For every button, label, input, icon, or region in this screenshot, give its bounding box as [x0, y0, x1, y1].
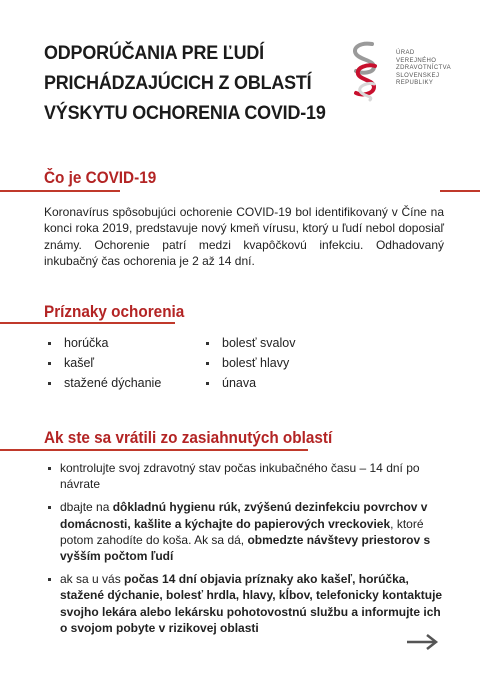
- list-item: [44, 499, 444, 564]
- list-item: horúčka: [44, 333, 161, 353]
- title-line-2: PRICHÁDZAJÚCICH Z OBLASTÍ: [44, 72, 312, 94]
- list-item: únava: [202, 373, 295, 393]
- emphasis: obmedzte návštevy priestorov s vyšším počtom ľudí: [60, 532, 431, 564]
- list-item: kontrolujte svoj zdravotný stav počas inkubačného času – 14 dní po návrate: [44, 460, 444, 492]
- title-line-3: VÝSKYTU OCHORENIA COVID-19: [44, 102, 326, 124]
- logo-line: VEREJNÉHO: [396, 57, 437, 64]
- section-rule: [0, 190, 120, 192]
- list-item: [44, 571, 444, 636]
- page-title: [44, 38, 326, 128]
- logo-line: ÚRAD: [396, 50, 415, 56]
- title-line-1: ODPORÚČANIA PRE ĽUDÍ: [44, 42, 264, 64]
- section-rule: [0, 449, 308, 451]
- list-item: bolesť svalov: [202, 333, 295, 353]
- symptom-list-right: [202, 333, 295, 393]
- advice-list: [44, 460, 444, 643]
- intro-paragraph: Koronavírus spôsobujúci ochorenie COVID-19 bol identifikovaný v Číne na konci roka 2019, predstavuje nový kmeň vírusu, ktorý u ľudí nebol doposiaľ známy. Ochorenie patrí medzi kvapôčkovú infekciu. Odhadovaný inkubačný čas ochorenia je 2 až 14 dní.: [44, 205, 444, 269]
- text: , ktoré potom zahodíte do koša. Ak sa dá,: [60, 516, 424, 547]
- emphasis: počas 14 dní objavia príznaky ako kašeľ, horúčka, stažené dýchanie, bolesť hrdla, hlavy, kĺbov, telefonicky kontaktuje svojho lekára alebo lekársku pohotovostnú službu a informujte ich o svojom pobyte v rizikovej oblasti: [60, 572, 443, 635]
- text: ak sa u vás: [60, 572, 125, 587]
- list-item: kašeľ: [44, 353, 161, 373]
- text: dbajte na: [60, 500, 113, 515]
- emphasis: dôkladnú hygienu rúk, zvýšenú dezinfekciu povrchov v domácnosti, kašlite a kýchajte do papierových vreckoviek: [60, 500, 428, 531]
- section-rule: [0, 322, 175, 324]
- logo-line: ZDRAVOTNÍCTVA: [396, 65, 451, 72]
- logo-line: SLOVENSKEJ: [396, 72, 440, 79]
- institution-name: [396, 50, 476, 88]
- section-heading-what-is: Čo je COVID-19: [44, 168, 157, 187]
- arrow-right-icon[interactable]: [405, 632, 441, 652]
- section-rule: [440, 190, 480, 192]
- institution-logo-icon: [348, 40, 382, 102]
- logo-line: REPUBLIKY: [396, 80, 434, 87]
- list-item: bolesť hlavy: [202, 353, 295, 373]
- symptom-list-left: [44, 333, 161, 393]
- list-item: stažené dýchanie: [44, 373, 161, 393]
- section-heading-symptoms: Príznaky ochorenia: [44, 302, 185, 321]
- section-heading-returned: Ak ste sa vrátili zo zasiahnutých oblastí: [44, 428, 333, 447]
